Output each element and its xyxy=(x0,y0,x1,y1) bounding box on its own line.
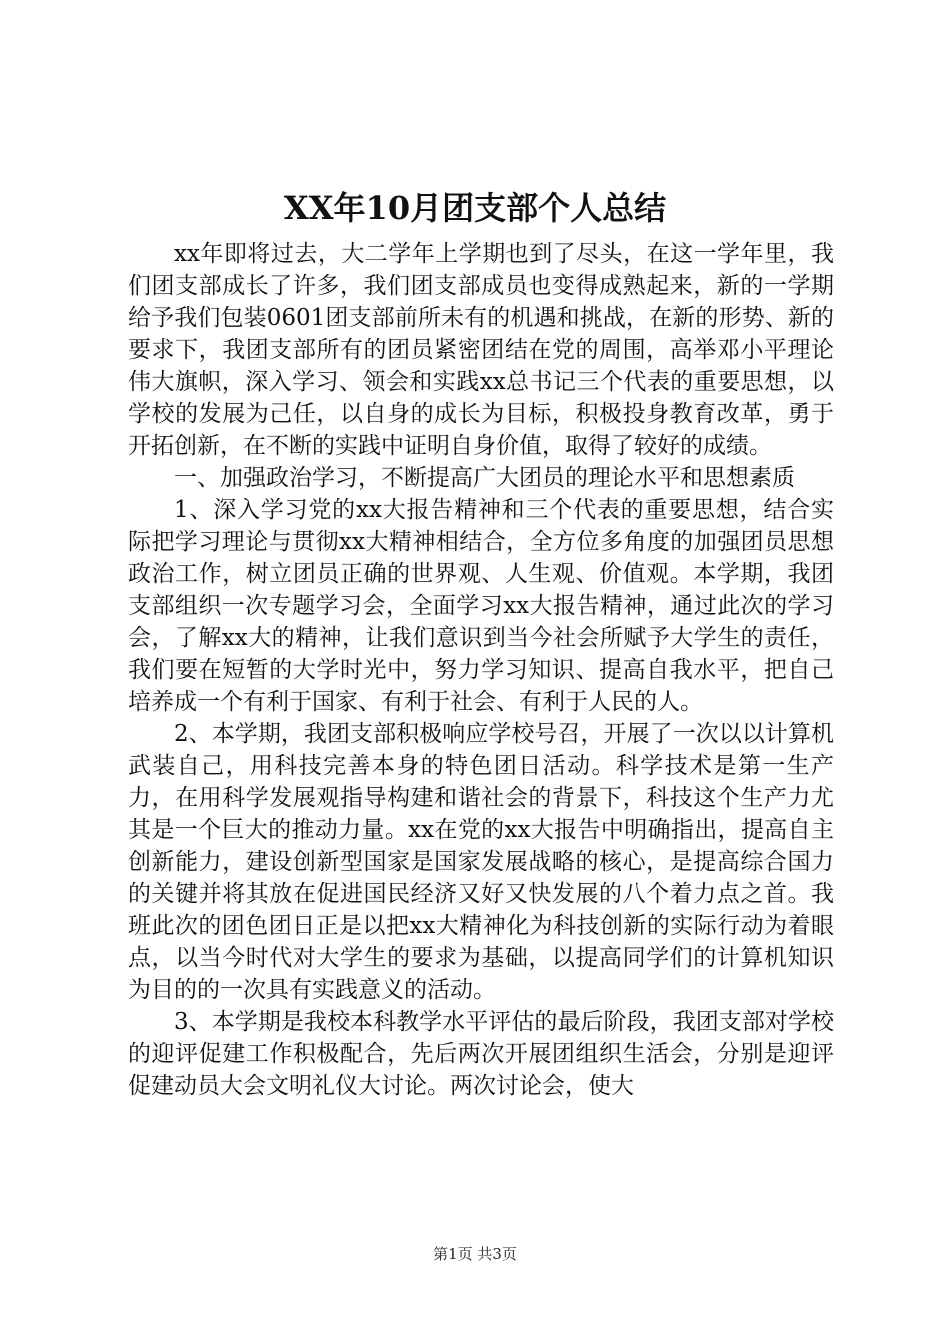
section-heading-1: 一、加强政治学习，不断提高广大团员的理论水平和思想素质 xyxy=(174,465,795,491)
paragraph-item-2: 2、本学期，我团支部积极响应学校号召，开展了一次以以计算机武装自己，用科技完善本身的特色团日活动。科学技术是第一生产力，在用科学发展观指导构建和谐社会的背景下，科技这个生产力尤其是一个巨大的推动力量。xx在党的xx大报告中明确指出，提高自主创新能力，建设创新型国家是国家发展战略的核心，是提高综合国力的关键并将其放在促进国民经济又好又快发展的八个着力点之首。我班此次的团色团日正是以把xx大精神化为科技创新的实际行动为着眼点，以当今时代对大学生的要求为基础，以提高同学们的计算机知识为目的的一次具有实践意义的活动。 xyxy=(128,721,834,1003)
document-title: XX年10月团支部个人总结 xyxy=(283,189,667,227)
paragraph-item-1: 1、深入学习党的xx大报告精神和三个代表的重要思想，结合实际把学习理论与贯彻xx大精神相结合，全方位多角度的加强团员思想政治工作，树立团员正确的世界观、人生观、价值观。本学期，我团支部组织一次专题学习会，全面学习xx大报告精神，通过此次的学习会，了解xx大的精神，让我们意识到当今社会所赋予大学生的责任，我们要在短暂的大学时光中，努力学习知识、提高自我水平，把自己培养成一个有利于国家、有利于社会、有利于人民的人。 xyxy=(128,497,834,715)
paragraph-intro: xx年即将过去，大二学年上学期也到了尽头，在这一学年里，我们团支部成长了许多，我们团支部成员也变得成熟起来，新的一学期给予我们包装0601团支部前所未有的机遇和挑战，在新的形势、新的要求下，我团支部所有的团员紧密团结在党的周围，高举邓小平理论伟大旗帜，深入学习、领会和实践xx总书记三个代表的重要思想，以学校的发展为己任，以自身的成长为目标，积极投身教育改革，勇于开拓创新，在不断的实践中证明自身价值，取得了较好的成绩。 xyxy=(128,241,834,459)
paragraph-item-3: 3、本学期是我校本科教学水平评估的最后阶段，我团支部对学校的迎评促建工作积极配合，先后两次开展团组织生活会，分别是迎评促建动员大会文明礼仪大讨论。两次讨论会，使大 xyxy=(128,1009,834,1099)
page-footer: 第1页 共3页 xyxy=(433,1245,517,1263)
document-body xyxy=(128,238,834,1102)
